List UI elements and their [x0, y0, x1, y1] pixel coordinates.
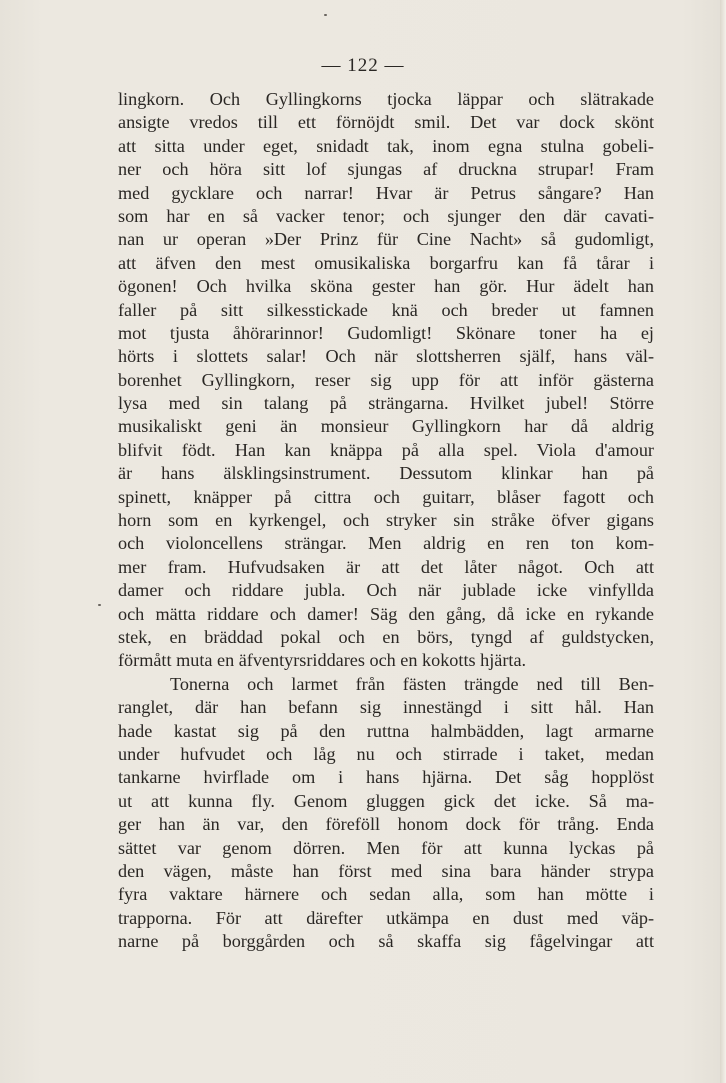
text-line: Tonerna och larmet från fästen trängde ned till Ben- [170, 673, 654, 694]
text-line: nan ur operan »Der Prinz für Cine Nacht» så gudomligt, [118, 229, 654, 250]
text-line: ansigte vredos till ett förnöjdt smil. Det var dock skönt [118, 112, 654, 133]
text-line: tankarne hvirflade om i hans hjärna. Det såg hopplöst [118, 767, 654, 788]
text-line: trapporna. För att därefter utkämpa en dust med väp- [118, 907, 654, 928]
body-text [118, 88, 654, 953]
text-line: mer fram. Hufvudsaken är att det låter något. Och att [118, 556, 654, 577]
text-line: ut att kunna fly. Genom gluggen gick det icke. Så ma- [118, 790, 654, 811]
text-line: ger han än var, den föreföll honom dock för trång. Enda [118, 814, 654, 835]
text-line: horn som en kyrkengel, och stryker sin stråke öfver gigans [118, 510, 654, 531]
text-line: sättet var genom dörren. Men för att kunna lyckas på [118, 837, 654, 858]
text-line: och violoncellens strängar. Men aldrig en ren ton kom- [118, 533, 654, 554]
text-line: att sitta under eget, snidadt tak, inom egna stulna gobeli- [118, 135, 654, 156]
text-line: ranglet, där han befann sig innestängd i sitt hål. Han [118, 697, 654, 718]
text-line: under hufvudet och låg nu och stirrade i taket, medan [118, 743, 654, 764]
text-line: är hans älsklingsinstrument. Dessutom klinkar han på [118, 463, 654, 484]
text-line: ner och höra sitt lof sjungas af druckna strupar! Fram [118, 159, 654, 180]
text-line: mot tjusta åhörarinnor! Gudomligt! Skönare toner ha ej [118, 322, 654, 343]
paper-speck [324, 14, 327, 16]
text-line: damer och riddare jubla. Och när jublade icke vinfyllda [118, 580, 654, 601]
page-number: — 122 — [321, 55, 405, 76]
text-line: spinett, knäpper på cittra och guitarr, blåser fagott och [118, 486, 654, 507]
text-line: musikaliskt geni än monsieur Gyllingkorn har då aldrig [118, 416, 654, 437]
text-line: med gycklare och narrar! Hvar är Petrus sångare? Han [118, 182, 654, 203]
text-line: fyra vaktare härnere och sedan alla, som han mötte i [118, 884, 654, 905]
text-line: faller på sitt silkesstickade knä och breder ut famnen [118, 299, 654, 320]
text-line: att äfven den mest omusikaliska borgarfru kan få tårar i [118, 252, 654, 273]
text-line: hörts i slottets salar! Och när slottsherren själf, hans väl- [118, 346, 654, 367]
page-edge [720, 0, 726, 1083]
text-line: blifvit födt. Han kan knäppa på alla spel. Viola d'amour [118, 439, 654, 460]
text-line: och mätta riddare och damer! Säg den gång, då icke en rykande [118, 603, 654, 624]
text-line: lysa med sin talang på strängarna. Hvilket jubel! Större [118, 393, 654, 414]
text-line: narne på borggården och så skaffa sig fågelvingar att [118, 931, 654, 952]
text-line: ögonen! Och hvilka sköna gester han gör. Hur ädelt han [118, 276, 654, 297]
text-line: förmått muta en äfventyrsriddares och en kokotts hjärta. [118, 650, 527, 671]
text-line: som har en så vacker tenor; och sjunger den där cavati- [118, 205, 654, 226]
paper-speck [98, 604, 101, 606]
text-line: hade kastat sig på den ruttna halmbädden, lagt armarne [118, 720, 654, 741]
text-line: borenhet Gyllingkorn, reser sig upp för att inför gästerna [118, 369, 654, 390]
text-line: stek, en bräddad pokal och en börs, tyngd af guldstycken, [118, 626, 654, 647]
text-line: den vägen, måste han först med sina bara händer strypa [118, 860, 654, 881]
text-line: lingkorn. Och Gyllingkorns tjocka läppar och slätrakade [118, 89, 654, 109]
